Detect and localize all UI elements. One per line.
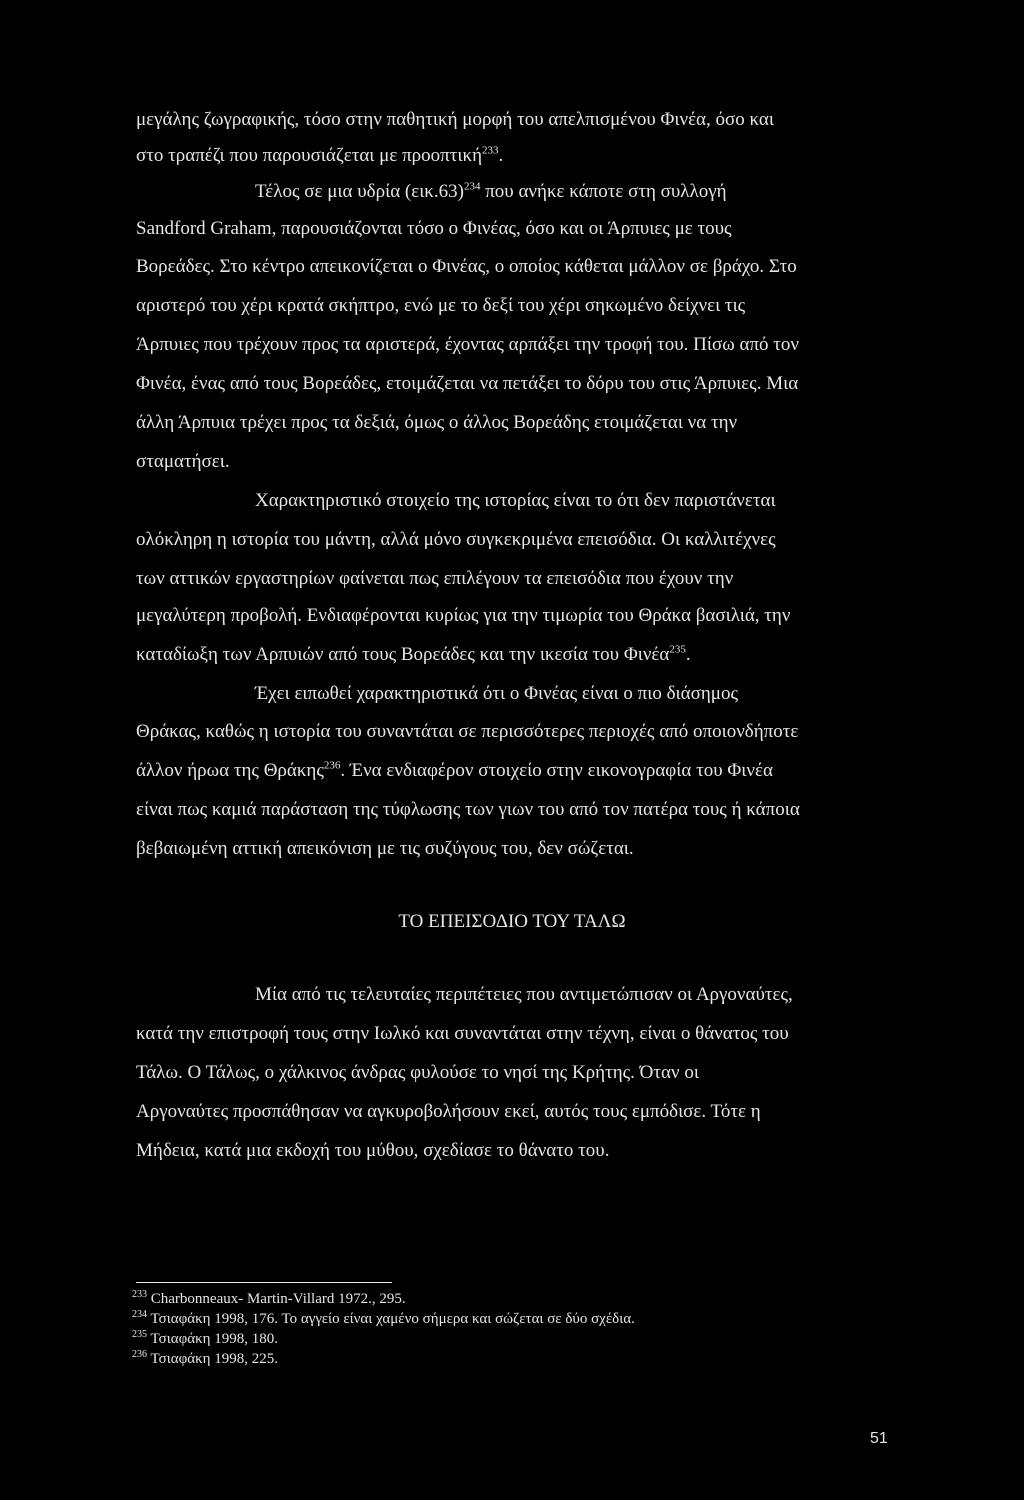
body-line-8: Φινέα, ένας από τους Βορεάδες, ετοιμάζεται να πετάξει το δόρυ του στις Άρπυιες. Μια [136,373,799,394]
footnote-ref-234[interactable]: 234 [463,180,481,193]
body-line-5: Βορεάδες. Στο κέντρο απεικονίζεται ο Φινέας, ο οποίος κάθεται μάλλον σε βράχο. Στο [136,256,797,277]
footnote-number: 233 [132,1289,147,1300]
footnote-233: $^{233}$ Charbonneaux- Martin-Villard 1972., 295. [132,1289,406,1307]
body-line-20: βεβαιωμένη αττική απεικόνιση με τις συζύγους του, δεν σώζεται. [136,838,634,859]
footnote-number: 235 [132,1329,147,1340]
body-line-16: Έχει ειπωθεί χαρακτηριστικά ότι ο Φινέας είναι ο πιο διάσημος [255,683,738,704]
footnote-234: $^{234}$ Τσιαφάκη 1998, 176. Το αγγείο είναι χαμένο σήμερα και σώζεται σε δύο σχέδια. [132,1309,635,1327]
body-line-3: Τέλος σε μια υδρία $(\varepsilon\iota\kappa.63)^{234}$ που ανήκε κάποτε στη συλλογή [255,180,727,202]
section-line-4: Αργοναύτες προσπάθησαν να αγκυροβολήσουν εκεί, αυτός τους εμπόδισε. Τότε η [136,1101,761,1122]
footnote-235: $^{235}$ Τσιαφάκη 1998, 180. [132,1329,279,1347]
body-line-13: των αττικών εργαστηρίων φαίνεται πως επιλέγουν τα επεισόδια που έχουν την [136,568,734,589]
body-line-7: Άρπυιες που τρέχουν προς τα αριστερά, έχοντας αρπάξει την τροφή του. Πίσω από τον [136,334,800,355]
body-line-10: σταματήσει. [136,451,230,472]
body-line-15: καταδίωξη των Αρπυιών από τους Βορεάδες και την ικεσία του Φινέα$^{235}$. [136,643,691,665]
section-line-5: Μήδεια, κατά μια εκδοχή του μύθου, σχεδίασε το θάνατο του. [136,1140,610,1161]
footnote-ref-235[interactable]: 235 [669,643,686,656]
section-heading: ΤΟ ΕΠΕΙΣΟΔΙΟ ΤΟΥ ΤΑΛΩ [398,911,626,932]
body-line-1: μεγάλης ζωγραφικής, τόσο στην παθητική μορφή του απελπισμένου Φινέα, όσο και [136,109,774,130]
body-line-11: Χαρακτηριστικό στοιχείο της ιστορίας είναι το ότι δεν παριστάνεται [255,490,776,511]
body-line-9: άλλη Άρπυια τρέχει προς τα δεξιά, όμως ο άλλος Βορεάδης ετοιμάζεται να την [136,412,738,433]
footnote-number: 234 [132,1309,147,1320]
body-line-4: Sandford Graham, παρουσιάζονται τόσο ο Φινέας, όσο και οι Άρπυιες με τους [136,218,732,239]
body-line-18: άλλον ήρωα της Θράκης$^{236}$. Ένα ενδιαφέρον στοιχείο στην εικονογραφία του Φινέα [136,759,773,781]
footnote-ref-236[interactable]: 236 [323,759,341,772]
body-line-17: Θράκας, καθώς η ιστορία του συναντάται σε περισσότερες περιοχές από οποιονδήποτε [136,721,799,742]
body-line-6: αριστερό του χέρι κρατά σκήπτρο, ενώ με το δεξί του χέρι σηκωμένο δείχνει τις [136,295,746,316]
footnote-236: $^{236}$ Τσιαφάκη 1998, 225. [132,1349,279,1367]
section-line-2: κατά την επιστροφή τους στην Ιωλκό και συναντάται στην τέχνη, είναι ο θάνατος του [136,1023,789,1044]
section-line-3: Τάλω. Ο Τάλως, ο χάλκινος άνδρας φυλούσε το νησί της Κρήτης. Όταν οι [136,1062,699,1083]
footnote-number: 236 [132,1349,147,1360]
body-line-12: ολόκληρη η ιστορία του μάντη, αλλά μόνο συγκεκριμένα επεισόδια. Οι καλλιτέχνες [136,529,776,550]
body-line-14: μεγαλύτερη προβολή. Ενδιαφέρονται κυρίως για την τιμωρία του Θράκα βασιλιά, την [136,605,791,626]
body-line-2: στο τραπέζι που παρουσιάζεται με προοπτική$^{233}$. [136,144,504,166]
footnote-ref-233[interactable]: 233 [482,144,499,157]
footnote-divider [136,1282,392,1283]
page-number: 51 [870,1430,888,1447]
body-line-19: είναι πως καμιά παράσταση της τύφλωσης των γιων του από τον πατέρα τους ή κάποια [136,799,800,820]
section-line-1: Μία από τις τελευταίες περιπέτειες που αντιμετώπισαν οι Αργοναύτες, [255,984,793,1005]
